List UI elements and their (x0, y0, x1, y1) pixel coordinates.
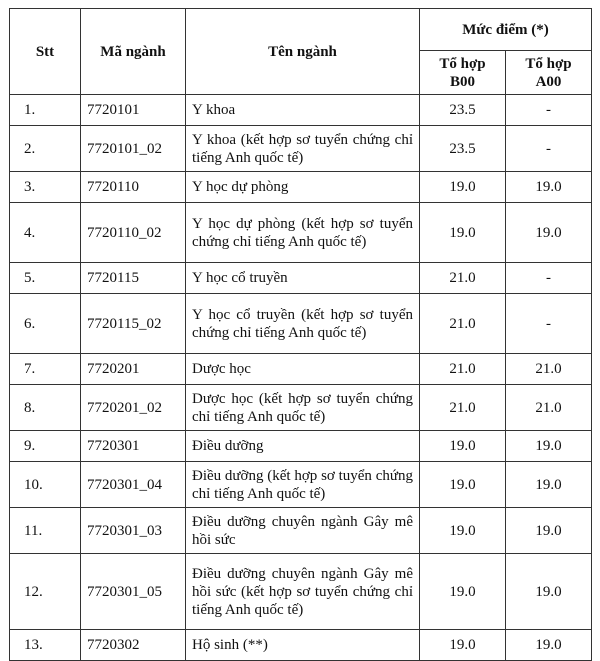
row-code: 7720301_03 (81, 508, 186, 554)
table-row (10, 203, 592, 263)
row-score-a00: - (506, 95, 592, 126)
row-code: 7720301_04 (81, 462, 186, 508)
row-name: Điều dưỡng chuyên ngành Gây mê hồi sức (186, 508, 420, 554)
row-score-b00: 23.5 (420, 95, 506, 126)
row-score-a00: 19.0 (506, 431, 592, 462)
header-a00: Tổ hợp A00 (506, 51, 592, 95)
row-score-a00: 19.0 (506, 554, 592, 630)
row-score-a00: 19.0 (506, 203, 592, 263)
row-score-a00: 19.0 (506, 630, 592, 661)
row-score-b00: 19.0 (420, 462, 506, 508)
row-name: Y học cổ truyền (kết hợp sơ tuyển chứng chỉ tiếng Anh quốc tế) (186, 294, 420, 354)
table-row (10, 630, 592, 661)
row-code: 7720101_02 (81, 126, 186, 172)
row-score-b00: 19.0 (420, 630, 506, 661)
table-row (10, 462, 592, 508)
header-code: Mã ngành (81, 9, 186, 95)
row-score-a00: 19.0 (506, 508, 592, 554)
row-name: Hộ sinh (**) (186, 630, 420, 661)
row-code: 7720301 (81, 431, 186, 462)
row-score-b00: 21.0 (420, 263, 506, 294)
table-row (10, 431, 592, 462)
row-score-b00: 21.0 (420, 385, 506, 431)
header-stt: Stt (10, 9, 81, 95)
row-stt: 8. (10, 385, 81, 431)
row-stt: 3. (10, 172, 81, 203)
row-name: Dược học (kết hợp sơ tuyển chứng chỉ tiếng Anh quốc tế) (186, 385, 420, 431)
table-row (10, 508, 592, 554)
table-row (10, 126, 592, 172)
row-stt: 5. (10, 263, 81, 294)
row-score-a00: - (506, 126, 592, 172)
row-stt: 11. (10, 508, 81, 554)
row-score-a00: 19.0 (506, 172, 592, 203)
row-code: 7720201_02 (81, 385, 186, 431)
header-b00: Tổ hợp B00 (420, 51, 506, 95)
row-score-b00: 19.0 (420, 203, 506, 263)
row-code: 7720115_02 (81, 294, 186, 354)
table-row (10, 385, 592, 431)
table-row (10, 263, 592, 294)
admission-scores-table (9, 8, 592, 661)
row-score-b00: 19.0 (420, 554, 506, 630)
row-stt: 10. (10, 462, 81, 508)
row-name: Điều dưỡng (kết hợp sơ tuyển chứng chỉ tiếng Anh quốc tế) (186, 462, 420, 508)
table-row (10, 354, 592, 385)
row-name: Y học cổ truyền (186, 263, 420, 294)
table-row (10, 95, 592, 126)
row-code: 7720201 (81, 354, 186, 385)
row-code: 7720110_02 (81, 203, 186, 263)
row-code: 7720301_05 (81, 554, 186, 630)
row-name: Điều dưỡng chuyên ngành Gây mê hồi sức (kết hợp sơ tuyển chứng chỉ tiếng Anh quốc tế) (186, 554, 420, 630)
row-stt: 13. (10, 630, 81, 661)
row-score-b00: 21.0 (420, 294, 506, 354)
row-name: Y khoa (186, 95, 420, 126)
row-score-a00: 21.0 (506, 354, 592, 385)
row-stt: 6. (10, 294, 81, 354)
row-stt: 4. (10, 203, 81, 263)
row-code: 7720302 (81, 630, 186, 661)
row-stt: 12. (10, 554, 81, 630)
row-score-b00: 19.0 (420, 172, 506, 203)
row-name: Dược học (186, 354, 420, 385)
header-name: Tên ngành (186, 9, 420, 95)
row-score-b00: 19.0 (420, 508, 506, 554)
row-code: 7720101 (81, 95, 186, 126)
row-stt: 7. (10, 354, 81, 385)
table-row (10, 554, 592, 630)
row-score-b00: 21.0 (420, 354, 506, 385)
row-name: Điều dưỡng (186, 431, 420, 462)
row-score-a00: 19.0 (506, 462, 592, 508)
row-stt: 9. (10, 431, 81, 462)
row-score-a00: 21.0 (506, 385, 592, 431)
row-name: Y khoa (kết hợp sơ tuyển chứng chỉ tiếng Anh quốc tế) (186, 126, 420, 172)
row-stt: 1. (10, 95, 81, 126)
table-row (10, 294, 592, 354)
row-score-a00: - (506, 263, 592, 294)
row-stt: 2. (10, 126, 81, 172)
table-row (10, 172, 592, 203)
row-score-a00: - (506, 294, 592, 354)
row-code: 7720110 (81, 172, 186, 203)
row-name: Y học dự phòng (186, 172, 420, 203)
row-score-b00: 23.5 (420, 126, 506, 172)
row-score-b00: 19.0 (420, 431, 506, 462)
header-score-group: Mức điểm (*) (420, 9, 592, 51)
row-name: Y học dự phòng (kết hợp sơ tuyển chứng chỉ tiếng Anh quốc tế) (186, 203, 420, 263)
row-code: 7720115 (81, 263, 186, 294)
